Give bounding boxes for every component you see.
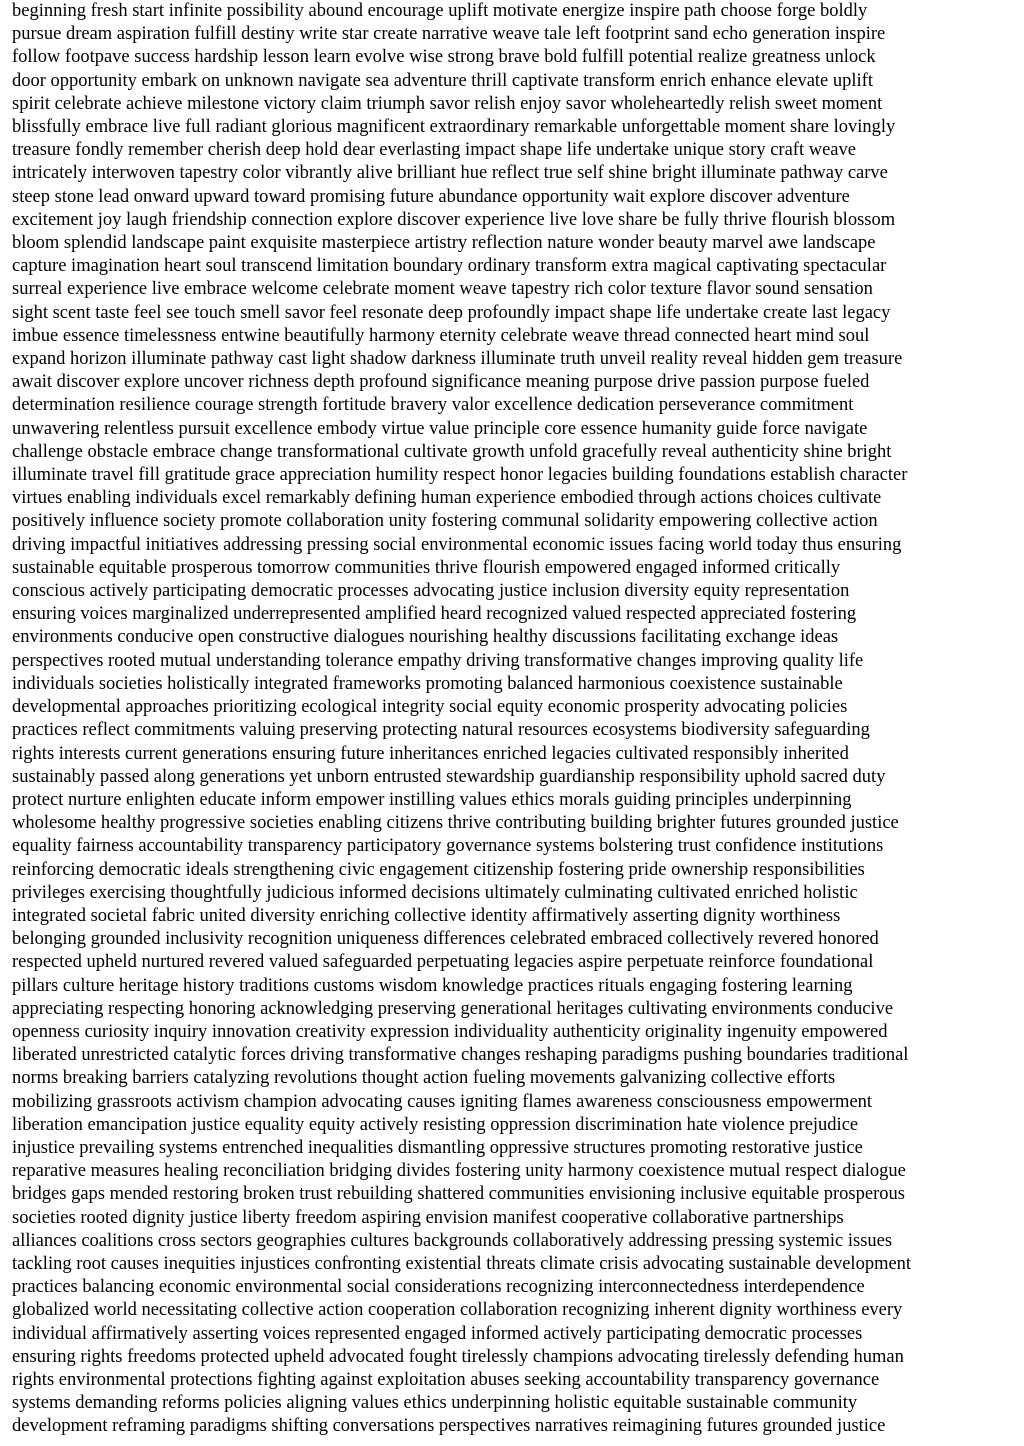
text-line: globalized world necessitating collective action cooperation collaboration recognizing inherent dignity worthiness every [12, 1300, 903, 1321]
text-line: environments conducive open constructive dialogues nourishing healthy discussions facilitating exchange ideas [12, 627, 839, 648]
text-line: expand horizon illuminate pathway cast light shadow darkness illuminate truth unveil reality reveal hidden gem treasure [12, 349, 903, 370]
text-line: positively influence society promote collaboration unity fostering communal solidarity empowering collective action [12, 511, 878, 532]
text-line: rights interests current generations ensuring future inheritances enriched legacies cultivated responsibly inherited [12, 743, 849, 764]
text-line: pillars culture heritage history traditions customs wisdom knowledge practices rituals engaging fostering learning [12, 975, 853, 996]
text-line: bridges gaps mended restoring broken trust rebuilding shattered communities envisioning inclusive equitable prosperous [12, 1184, 905, 1205]
text-line: beginning fresh start infinite possibility abound encourage uplift motivate energize inspire path choose forge boldly [12, 1, 868, 21]
text-line: unwavering relentless pursuit excellence embody virtue value principle core essence humanity guide force navigate [12, 418, 868, 439]
text-line: mobilizing grassroots activism champion advocating causes igniting flames awareness consciousness empowerment [12, 1091, 873, 1112]
text-line: challenge obstacle embrace change transformational cultivate growth unfold gracefully reveal authenticity shine bright [12, 441, 892, 462]
text-line: capture imagination heart soul transcend limitation boundary ordinary transform extra magical captivating spectacular [12, 256, 887, 277]
text-line: pursue dream aspiration fulfill destiny write star create narrative weave tale left footprint sand echo generation inspire [12, 24, 886, 45]
text-line: practices reflect commitments valuing preserving protecting natural resources ecosystems biodiversity safeguarding [12, 720, 870, 741]
text-line: blissfully embrace live full radiant glorious magnificent extraordinary remarkable unforgettable moment share lovingly [12, 117, 896, 138]
text-line: imbue essence timelessness entwine beautifully harmony eternity celebrate weave thread connected heart mind soul [12, 325, 870, 346]
text-line: determination resilience courage strength fortitude bravery valor excellence dedication perseverance commitment [12, 395, 854, 416]
text-line: await discover explore uncover richness depth profound significance meaning purpose drive passion purpose fueled [12, 372, 870, 393]
text-line: protect nurture enlighten educate inform empower instilling values ethics morals guiding principles underpinning [12, 789, 852, 810]
body-text [12, 0, 1020, 1439]
text-line: sustainably passed along generations yet unborn entrusted stewardship guardianship responsibility uphold sacred duty [12, 766, 886, 787]
text-line: ensuring rights freedoms protected upheld advocated fought tirelessly champions advocating tirelessly defending human [12, 1346, 904, 1367]
text-line: equality fairness accountability transparency participatory governance systems bolstering trust confidence institutions [12, 836, 884, 857]
text-line: door opportunity embark on unknown navigate sea adventure thrill captivate transform enrich enhance elevate uplift [12, 70, 873, 91]
text-line: steep stone lead onward upward toward promising future abundance opportunity wait explore discover adventure [12, 186, 850, 207]
text-line: bloom splendid landscape paint exquisite masterpiece artistry reflection nature wonder beauty marvel awe landscape [12, 233, 876, 254]
text-line: perspectives rooted mutual understanding tolerance empathy driving transformative changes improving quality life [12, 650, 864, 671]
text-line: individual affirmatively asserting voices represented engaged informed actively participating democratic processes [12, 1323, 863, 1344]
text-line: developmental approaches prioritizing ecological integrity social equity economic prosperity advocating policies [12, 697, 848, 718]
text-line: sight scent taste feel see touch smell savor feel resonate deep profoundly impact shape life undertake create last legacy [12, 302, 891, 323]
text-line: systems demanding reforms policies aligning values ethics underpinning holistic equitable sustainable community [12, 1393, 858, 1414]
text-line: appreciating respecting honoring acknowledging preserving generational heritages cultivating environments conducive [12, 998, 894, 1019]
text-line: belonging grounded inclusivity recognition uniqueness differences celebrated embraced collectively revered honored [12, 929, 879, 950]
text-line: societies rooted dignity justice liberty freedom aspiring envision manifest cooperative collaborative partnerships [12, 1207, 844, 1228]
text-line: practices balancing economic environmental social considerations recognizing interconnectedness interdependence [12, 1277, 865, 1298]
text-line: intricately interwoven tapestry color vibrantly alive brilliant hue reflect true self shine bright illuminate pathway carve [12, 163, 888, 184]
text-line: tackling root causes inequities injustices confronting existential threats climate crisis advocating sustainable development [12, 1253, 912, 1274]
text-line: surreal experience live embrace welcome celebrate moment weave tapestry rich color texture flavor sound sensation [12, 279, 873, 300]
text-line: excitement joy laugh friendship connection explore discover experience live love share be fully thrive flourish blossom [12, 209, 896, 230]
text-line: rights environmental protections fighting against exploitation abuses seeking accountability transparency governance [12, 1369, 880, 1390]
text-line: liberated unrestricted catalytic forces driving transformative changes reshaping paradigms pushing boundaries traditional [12, 1045, 909, 1066]
text-line: reparative measures healing reconciliation bridging divides fostering unity harmony coexistence mutual respect dialogue [12, 1161, 906, 1182]
text-line: individuals societies holistically integrated frameworks promoting balanced harmonious coexistence sustainable [12, 673, 843, 694]
text-line: driving impactful initiatives addressing pressing social environmental economic issues facing world today thus ensuring [12, 534, 902, 555]
text-line: injustice prevailing systems entrenched inequalities dismantling oppressive structures promoting restorative justice [12, 1137, 863, 1158]
text-line: development reframing paradigms shifting conversations perspectives narratives reimagining futures grounded justice [12, 1416, 886, 1437]
text-line: wholesome healthy progressive societies enabling citizens thrive contributing building brighter futures grounded justice [12, 813, 899, 834]
text-line: norms breaking barriers catalyzing revolutions thought action fueling movements galvanizing collective efforts [12, 1068, 836, 1089]
text-line: privileges exercising thoughtfully judicious informed decisions ultimately culminating cultivated enriched holistic [12, 882, 858, 903]
text-line: openness curiosity inquiry innovation creativity expression individuality authenticity originality ingenuity empowered [12, 1021, 888, 1042]
text-line: liberation emancipation justice equality equity actively resisting oppression discrimination hate violence prejudice [12, 1114, 859, 1135]
text-line: sustainable equitable prosperous tomorrow communities thrive flourish empowered engaged informed critically [12, 557, 841, 578]
text-line: respected upheld nurtured revered valued safeguarded perpetuating legacies aspire perpetuate reinforce foundational [12, 952, 874, 973]
text-line: illuminate travel fill gratitude grace appreciation humility respect honor legacies building foundations establish character [12, 465, 908, 486]
text-line: ensuring voices marginalized underrepresented amplified heard recognized valued respected appreciated fostering [12, 604, 857, 625]
text-line: treasure fondly remember cherish deep hold dear everlasting impact shape life undertake unique story craft weave [12, 140, 856, 161]
text-line: conscious actively participating democratic processes advocating justice inclusion diversity equity representation [12, 581, 850, 602]
text-line: spirit celebrate achieve milestone victory claim triumph savor relish enjoy savor wholeheartedly relish sweet moment [12, 93, 883, 114]
text-line: integrated societal fabric united diversity enriching collective identity affirmatively asserting dignity worthiness [12, 905, 841, 926]
text-line: follow footpave success hardship lesson learn evolve wise strong brave bold fulfill potential realize greatness unlock [12, 47, 876, 68]
text-line: alliances coalitions cross sectors geographies cultures backgrounds collaboratively addressing pressing systemic issues [12, 1230, 893, 1251]
text-line: reinforcing democratic ideals strengthening civic engagement citizenship fostering pride ownership responsibilities [12, 859, 865, 880]
text-line: virtues enabling individuals excel remarkably defining human experience embodied through actions choices cultivate [12, 488, 882, 509]
